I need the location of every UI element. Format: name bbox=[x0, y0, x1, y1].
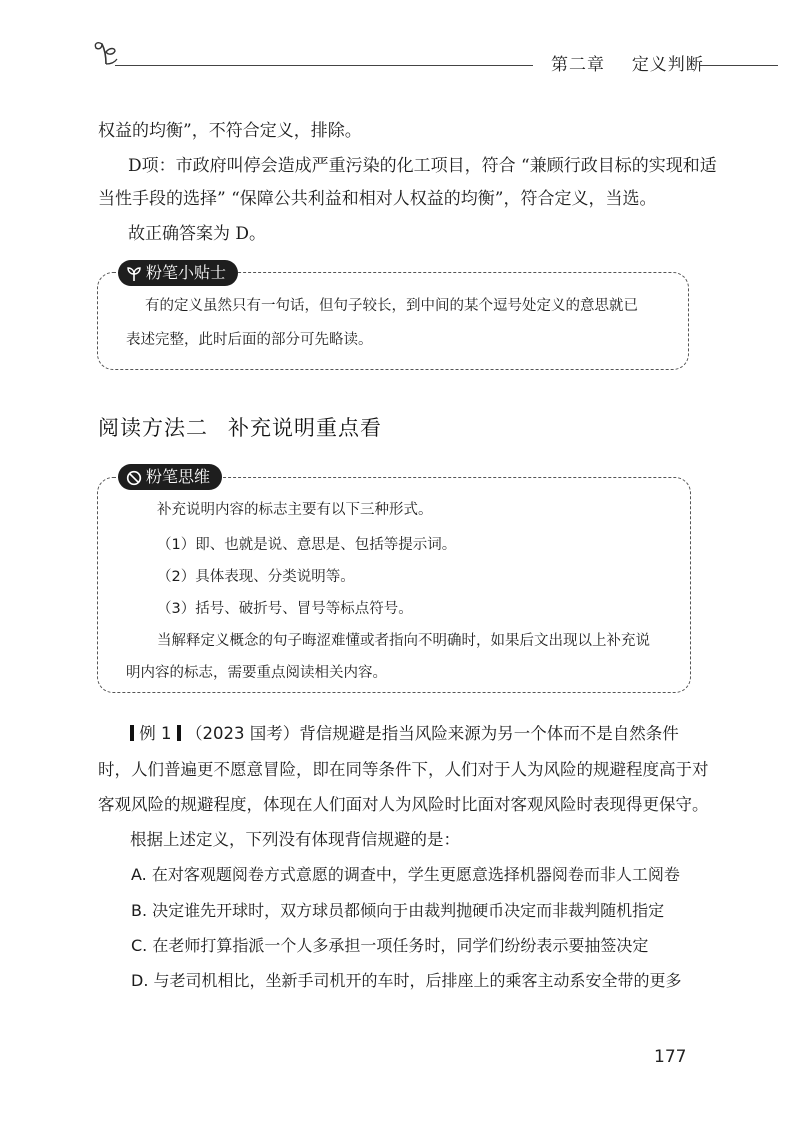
thinking-badge bbox=[118, 464, 222, 490]
answer-line: 故正确答案为 D。 bbox=[128, 224, 267, 244]
tip-badge bbox=[118, 260, 238, 286]
thinking-item-1: （1）即、也就是说、意思是、包括等提示词。 bbox=[157, 537, 457, 553]
thinking-item-2: （2）具体表现、分类说明等。 bbox=[157, 569, 355, 585]
body-line-1: 权益的均衡”，不符合定义，排除。 bbox=[98, 121, 362, 141]
chapter-number: 第二章 bbox=[551, 55, 605, 75]
header-rule-left bbox=[115, 65, 533, 66]
example-line-1 bbox=[130, 724, 679, 744]
option-a: A. 在对客观题阅卷方式意愿的调查中，学生更愿意选择机器阅卷而非人工阅卷 bbox=[131, 865, 680, 884]
chapter-title: 定义判断 bbox=[631, 55, 704, 75]
no-sign-icon bbox=[126, 470, 142, 486]
option-b: B. 决定谁先开球时，双方球员都倾向于由裁判抛硬币决定而非裁判随机指定 bbox=[131, 901, 665, 920]
chapter-header bbox=[551, 50, 704, 75]
tip-badge-label: 粉笔小贴士 bbox=[146, 263, 227, 282]
section-method: 阅读方法二 bbox=[98, 416, 208, 440]
tip-box bbox=[97, 272, 689, 370]
example-line-3: 客观风险的规避程度，体现在人们面对人为风险时比面对客观风险时表现得更保守。 bbox=[98, 795, 709, 814]
example-label: 例 1 bbox=[139, 724, 172, 743]
sprout-icon bbox=[93, 38, 119, 66]
option-d: D. 与老司机相比，坐新手司机开的车时，后排座上的乘客主动系安全带的更多 bbox=[131, 971, 682, 990]
example-source: （2023 国考） bbox=[186, 724, 300, 743]
d-option-line-1: D项：市政府叫停会造成严重污染的化工项目，符合 “兼顾行政目标的实现和适 bbox=[128, 156, 717, 176]
thinking-intro: 补充说明内容的标志主要有以下三种形式。 bbox=[157, 502, 433, 518]
example-marker-left bbox=[130, 725, 134, 741]
sprout-icon bbox=[126, 266, 142, 282]
tip-line-1: 有的定义虽然只有一句话，但句子较长，到中间的某个逗号处定义的意思就已 bbox=[145, 298, 638, 314]
thinking-conclusion-2: 明内容的标志，需要重点阅读相关内容。 bbox=[126, 665, 387, 681]
option-c: C. 在老师打算指派一个人多承担一项任务时，同学们纷纷表示要抽签决定 bbox=[131, 936, 649, 955]
d-option-line-2: 当性手段的选择” “保障公共利益和相对人权益的均衡”，符合定义，当选。 bbox=[98, 189, 657, 209]
section-title: 补充说明重点看 bbox=[228, 416, 382, 440]
thinking-conclusion-1: 当解释定义概念的句子晦涩难懂或者指向不明确时，如果后文出现以上补充说 bbox=[157, 633, 650, 649]
thinking-item-3: （3）括号、破折号、冒号等标点符号。 bbox=[157, 601, 413, 617]
header-rule-right bbox=[700, 65, 778, 66]
example-line-2: 时，人们普遍更不愿意冒险，即在同等条件下，人们对于人为风险的规避程度高于对 bbox=[98, 760, 709, 779]
page-number: 177 bbox=[654, 1047, 687, 1067]
tip-line-2: 表述完整，此时后面的部分可先略读。 bbox=[126, 332, 373, 348]
thinking-badge-label: 粉笔思维 bbox=[146, 467, 211, 486]
example-marker-right bbox=[177, 725, 181, 741]
section-heading bbox=[98, 412, 382, 442]
example-question: 根据上述定义，下列没有体现背信规避的是： bbox=[130, 830, 460, 849]
example-text-1: 背信规避是指当风险来源为另一个体而不是自然条件 bbox=[299, 724, 679, 743]
